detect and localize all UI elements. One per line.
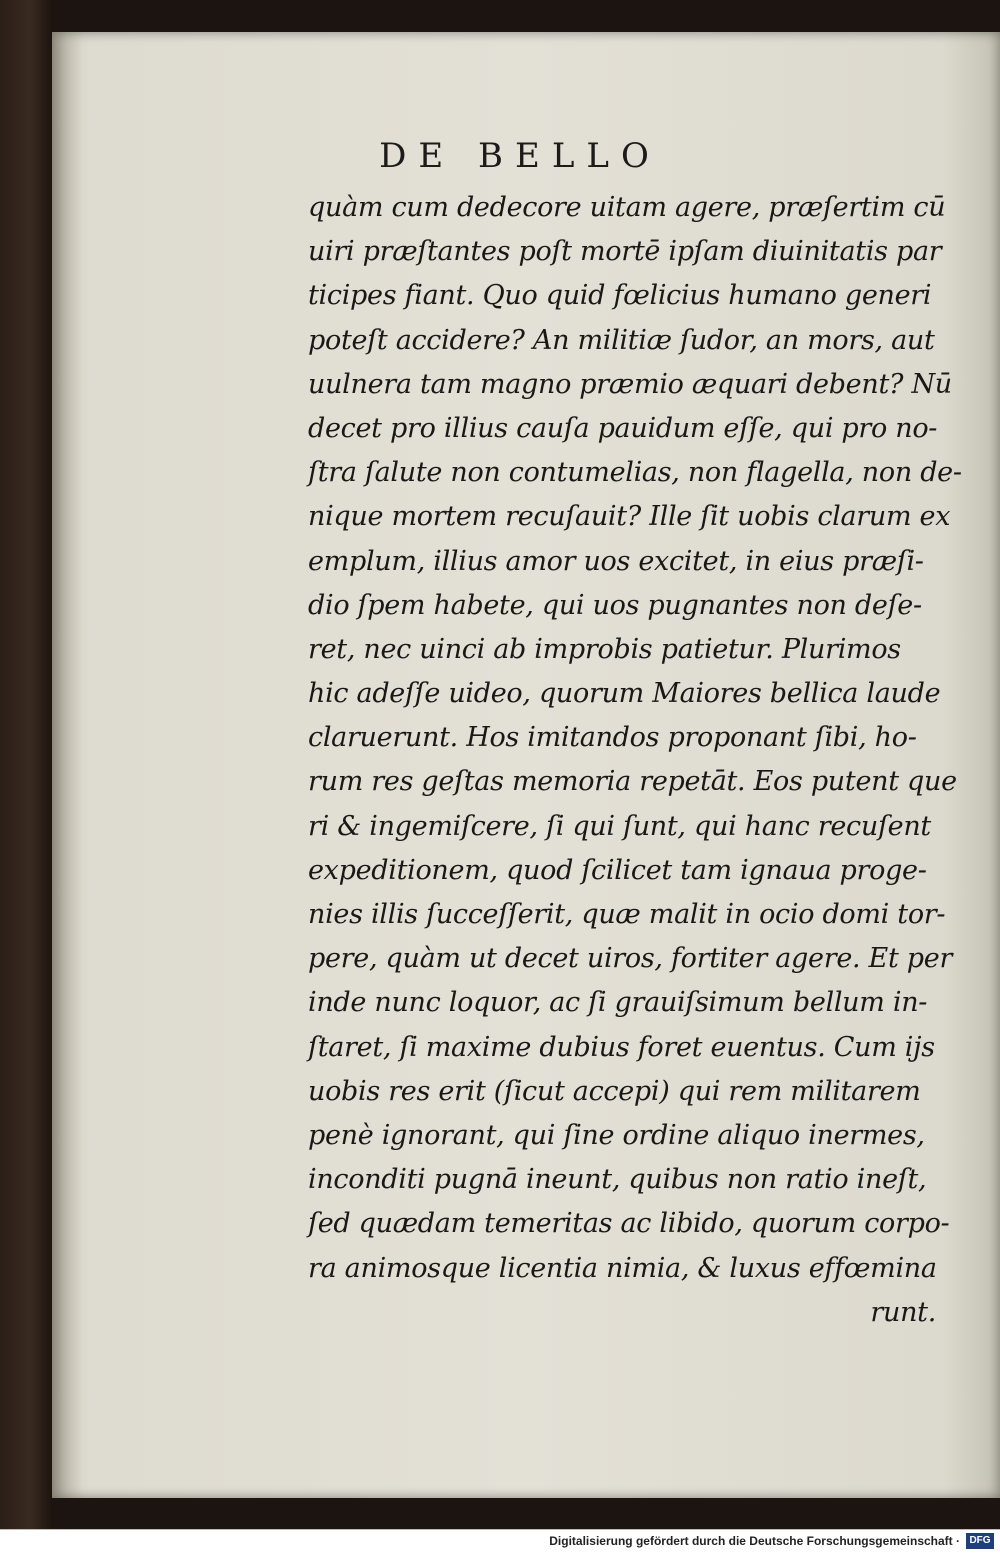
text-line: hic adeſſe uideo, quorum Maiores bellica laude (308, 678, 941, 710)
page-gutter-shadow (52, 32, 82, 1498)
text-line: nique mortem recuſauit? Ille ſit uobis clarum ex (308, 501, 951, 533)
text-line: ticipes fiant. Quo quid fœlicius humano generi (308, 280, 932, 312)
text-line: ſtaret, ſi maxime dubius foret euentus. Cum ijs (308, 1031, 935, 1063)
footer-credit: Digitalisierung gefördert durch die Deutsche Forschungsgemeinschaft · (549, 1534, 960, 1548)
footer-bar (0, 1529, 1000, 1554)
text-line: ſed quædam temeritas ac libido, quorum corpo- (308, 1208, 950, 1240)
text-line: pere, quàm ut decet uiros, fortiter agere. Et per (308, 943, 953, 975)
text-line: quàm cum dedecore uitam agere, præſertim cū (308, 192, 946, 223)
text-line: expeditionem, quod ſcilicet tam ignaua proge- (308, 854, 927, 886)
text-line: nies illis ſucceſſerit, quæ malit in ocio domi tor- (308, 899, 946, 930)
text-line: ret, nec uinci ab improbis patietur. Plurimos (308, 633, 901, 665)
text-line: ri & ingemiſcere, ſi qui ſunt, qui hanc recuſent (308, 810, 931, 842)
text-line: ſtra ſalute non contumelias, non flagella, non de- (308, 457, 962, 489)
body-text (308, 186, 962, 1335)
text-line: inconditi pugnā ineunt, quibus non ratio ineſt, (308, 1164, 927, 1196)
text-line: decet pro illius cauſa pauidum eſſe, qui pro no- (308, 412, 938, 444)
text-line-final: runt. (870, 1296, 936, 1328)
text-line: poteſt accidere? An militiæ ſudor, an mors, aut (308, 324, 935, 356)
text-line: uulnera tam magno præmio æquari debent? Nū (308, 368, 952, 400)
text-line: uobis res erit (ſicut accepi) qui rem militarem (308, 1075, 921, 1107)
text-line: rum res geſtas memoria repetāt. Eos putent que (308, 766, 957, 798)
text-line: ra animosque licentia nimia, & luxus effœmina (308, 1252, 937, 1284)
dfg-logo: DFG (966, 1533, 994, 1549)
text-line: uiri præſtantes poſt mortē ipſam diuinitatis par (308, 236, 942, 268)
text-line: claruerunt. Hos imitandos proponant ſibi, ho- (308, 722, 917, 754)
running-head: DE BELLO (379, 136, 661, 176)
text-line: dio ſpem habete, qui uos pugnantes non deſe- (308, 589, 922, 621)
text-line: penè ignorant, qui ſine ordine aliquo inermes, (308, 1119, 925, 1151)
text-line: emplum, illius amor uos excitet, in eius præſi- (308, 545, 924, 577)
text-line: inde nunc loquor, ac ſi grauiſsimum bellum in- (308, 987, 928, 1019)
